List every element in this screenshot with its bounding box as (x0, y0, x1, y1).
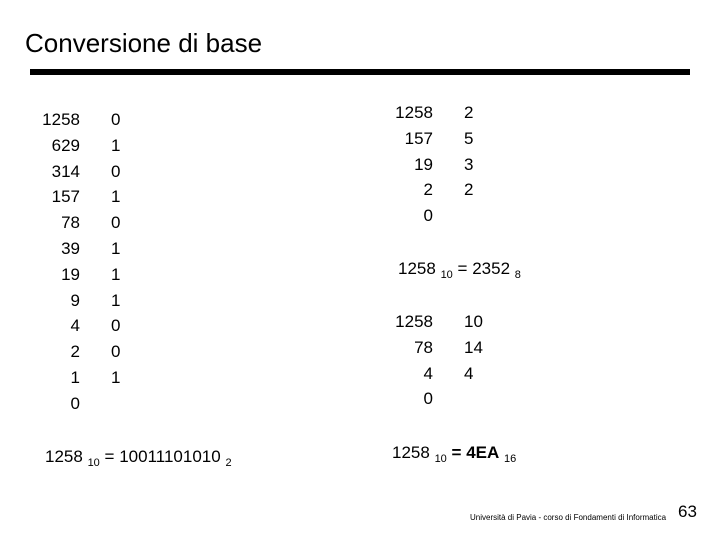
hex-quotient: 1258 (395, 312, 433, 331)
octal-result-value: 2352 (472, 259, 511, 278)
binary-result-value: 10011101010 (119, 447, 221, 466)
hex-remainder: 10 (464, 312, 483, 331)
binary-remainders-column (111, 107, 131, 391)
binary-quotient: 2 (70, 342, 80, 362)
binary-result-eq: = (104, 447, 115, 466)
binary-quotient: 19 (61, 264, 80, 284)
binary-quotient: 1258 (42, 110, 80, 129)
hex-quotients-column (383, 309, 433, 412)
hex-result (392, 443, 516, 463)
hex-result-base-to: 16 (504, 453, 517, 465)
binary-remainder: 1 (111, 367, 121, 387)
binary-quotient: 78 (61, 213, 80, 233)
binary-remainder: 0 (111, 110, 121, 129)
octal-quotient: 19 (414, 154, 433, 174)
octal-remainder: 5 (464, 128, 474, 148)
binary-remainder: 1 (111, 264, 121, 284)
hex-result-eq: = (451, 443, 462, 462)
binary-result-lhs: 1258 (45, 447, 83, 466)
binary-quotient: 39 (61, 238, 80, 258)
binary-quotient: 9 (70, 290, 80, 310)
binary-quotient: 0 (70, 393, 80, 413)
hex-quotient: 4 (423, 363, 433, 383)
slide-title: Conversione di base (25, 28, 263, 58)
hex-quotient: 78 (414, 337, 433, 357)
title-divider (30, 69, 690, 75)
octal-remainder: 2 (464, 180, 474, 200)
binary-remainder: 1 (111, 290, 121, 310)
hex-remainder: 4 (464, 363, 474, 383)
binary-quotient: 629 (51, 135, 80, 155)
hex-result-lhs: 1258 (392, 443, 430, 462)
binary-remainder: 1 (111, 135, 121, 155)
binary-remainder: 1 (111, 238, 121, 258)
binary-result-base-from: 10 (87, 457, 100, 469)
octal-result-base-from: 10 (440, 269, 453, 281)
hex-result-value: 4EA (466, 443, 500, 462)
page-number: 63 (678, 502, 697, 521)
octal-result-lhs: 1258 (398, 259, 436, 278)
binary-quotient: 1 (70, 367, 80, 387)
octal-result (398, 259, 521, 279)
binary-result (45, 447, 232, 467)
octal-quotient: 2 (423, 180, 433, 200)
octal-quotient: 1258 (395, 103, 433, 122)
hex-remainders-column (464, 309, 494, 386)
hex-remainder: 14 (464, 337, 483, 357)
octal-remainders-column (464, 100, 484, 203)
octal-quotient: 0 (423, 206, 433, 226)
binary-remainder: 0 (111, 213, 121, 233)
octal-quotients-column (383, 100, 433, 229)
octal-quotient: 157 (404, 128, 433, 148)
binary-quotients-column (30, 107, 80, 417)
hex-result-base-from: 10 (434, 453, 447, 465)
octal-result-base-to: 8 (514, 269, 521, 281)
binary-remainder: 0 (111, 161, 121, 181)
binary-remainder: 1 (111, 187, 121, 207)
binary-quotient: 4 (70, 316, 80, 336)
binary-quotient: 157 (51, 187, 80, 207)
binary-remainder: 0 (111, 342, 121, 362)
octal-remainder: 3 (464, 154, 474, 174)
binary-remainder: 0 (111, 316, 121, 336)
octal-result-eq: = (457, 259, 468, 278)
footer-institution: Università di Pavia - corso di Fondamenti di Informatica (470, 513, 667, 522)
hex-quotient: 0 (423, 389, 433, 409)
binary-quotient: 314 (51, 161, 80, 181)
octal-remainder: 2 (464, 103, 474, 122)
binary-result-base-to: 2 (225, 457, 232, 469)
